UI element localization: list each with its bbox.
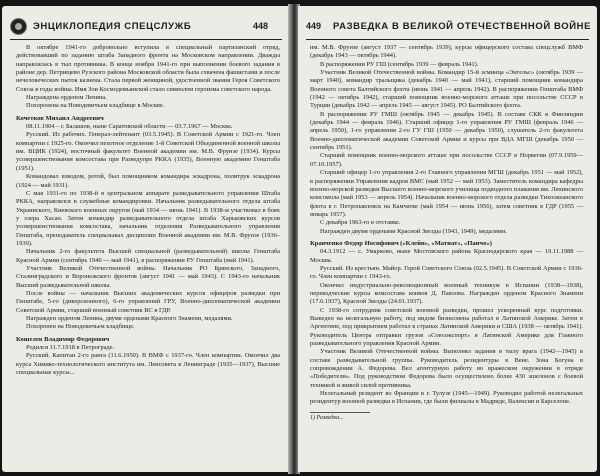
paragraph: Похоронен на Новодевичьем кладбище. (26, 323, 135, 331)
right-page-text (298, 44, 597, 407)
paragraph: С декабря 1963-го в отставке. (320, 219, 401, 227)
paragraph: В распоряжении РУ ГМШ (октябрь 1945 — декабрь 1945). В составе СКК в Финляндии (декабрь 1944 — февраль 1946). Старший офицер 1-го управления РУ ГМШ (февраль 1946 — апрель 1950), 1-го управления 2-го ГУ ГШ (1950 — декабрь 1950), слушатель 2-го факультета Военно-дипломатической академии Советской Армии и курсы при ВДА МГШ (декабрь 1950 — сентябрь 1951). (310, 110, 583, 152)
left-page-text (2, 44, 290, 377)
paragraph: Участник Великой Отечественной войны. Командир 15-й эсминца «Энгельс» (октябрь 1939 — март 1940), командир тральщика (декабрь 1940 — май 1941), старший помощник командира Военного совета Балтийского флота (июнь 1941 — апрель 1942). В распоряжении Генштаба ВМФ (1942 — октябрь 1942), старший помощник военно-морского атташе при посольстве СССР в Турции (декабрь 1942 — апрель 1945 — август 1945). РО Балтийского флота. (310, 69, 583, 110)
left-running-title: ЭНЦИКЛОПЕДИЯ СПЕЦСЛУЖБ (33, 20, 192, 32)
footnote: 1) Разведка... (310, 414, 344, 421)
paragraph: Похоронена на Новодевичьем кладбище в Москве. (26, 102, 165, 110)
paragraph: Участник Великой Отечественной войны. Начальник РО Брянского, Западного, Сталинградского и Воронежского фронтов (август 1941 — май 1943). С 1943-го начальник Высшей разведывательной школы. (16, 264, 280, 289)
emblem-icon (10, 18, 27, 35)
left-page (2, 6, 290, 472)
paragraph: С мая 1931-го по 1938-й в центральном аппарате разведывательного управления Штаба РККА, направлялся в служебные командировки. Начальник разведывательного отдела штаба Украинского, Киевского военных округов (май 1934 — июнь 1941). В 1938-м участвовал в боях у озера Хасан. Затем командир разведывательного отдела штаба Харьковских курсов усовершенствования комсостава, начальник отделения Разведывательного управления Генштаба, преподаватель специальных дисциплин Военной академии им. М.В. Фрунзе (1936–1939). (16, 189, 280, 247)
paragraph: Русский. Капитан 2-го ранга (11.6.1950). В ВМФ с 1937-го. Член компартии. Окончил два курса Химико-технологического института им. Ленсовета в Ленинграде (1935—1937), Высшие специальные курсы... (16, 352, 280, 377)
paragraph: Окончил индустриально-революционный военный техникум в Испании (1938—1938), переводческие курсы комсостава конвоя Д. Павлова. Награжден орденом Красного Знамени (17.6.1937), Красной Звезды (24.01.1937). (310, 281, 583, 306)
paragraph: В распоряжении РУ ГШ (сентябрь 1939 — февраль 1941). (320, 60, 479, 68)
left-page-number: 448 (252, 21, 268, 31)
entry-name: Кравченко Федор Иосифович («Клейн», «Матиат», «Панчо») (310, 239, 492, 247)
header-rule (10, 39, 282, 40)
right-page-number: 449 (306, 21, 322, 31)
entry-name: Кочетков Михаил Андреевич (16, 114, 104, 122)
paragraph: Награжден двумя орденами Красной Звезды (1943, 1949), медалями. (320, 227, 507, 235)
paragraph: С 1938-го сотрудник советской военной разведки, прошел ускоренный курс подготовки. Выведен на нелегальную работу, под видом бизнесмена работал в Латинской Америке. Затем в Аргентине, под прикрытием работал в странах Латинской Америки и США (1938 — октябрь 1941). Руководитель Центра отправки грузов «Союзэкспорт» в Латинской Америке для Главного разведывательного управления Красной Армии. (310, 306, 583, 348)
left-page-header (10, 16, 282, 36)
paragraph: им. М.В. Фрунзе (август 1937 — сентябрь 1939), курсы офицерского состава спецслужб ВМФ (декабрь 1943 — октябрь 1944). (310, 44, 583, 60)
paragraph: Начальник 2-го факультета Высшей специальной (разведывательной) школы Генштаба Красной Армии (сентябрь 1940 — май 1941), в распоряжении РУ Генштаба (май 1941). (16, 248, 280, 264)
paragraph: В октябре 1941-го добровольно вступила в специальный партизанский отряд, действовавший по заданию штаба Западного фронта на Московском направлении. Дважды направлялась в тыл противника. В конце ноября 1941-го при выполнении боевого задания в районе дер. Петрищево Рузского района Московской области была схвачена фашистами и после нечеловеческих пыток казнена. Стала первой женщиной, удостоенной звания Героя Советского Союза в годы войны. Имя Зои Космодемьянской стало символом героизма советского народа. (16, 44, 280, 93)
paragraph: Командовал взводом, ротой, был помощником командира эскадрона, политрук эскадрона (1924 — май 1931). (16, 173, 280, 189)
entry-name: Кошелев Владимир Федорович (16, 335, 110, 343)
right-page (298, 6, 597, 472)
right-page-header (306, 16, 592, 36)
paragraph: 04.3.1912 — с. Умарково, ныне Мостовского района Краснодарского края — 19.11.1988 — Москва. (310, 248, 583, 264)
header-rule (306, 39, 589, 40)
paragraph: Русский. Из крестьян. Майор. Герой Советского Союза (02.5.1945). В Советской Армии с 1936-го. Член компартии с 1943-го. (310, 264, 583, 281)
paragraph: 08.11.1904 – г. Балашов, ныне Саратовской области — 03.7.1967 — Москва. (26, 123, 233, 131)
paragraph: Родился 11.7.1918 в Петрограде. (26, 344, 115, 352)
right-running-title: РАЗВЕДКА В ВЕЛИКОЙ ОТЕЧЕСТВЕННОЙ ВОЙНЕ (333, 20, 592, 32)
paragraph: Награждена орденом Ленина. (26, 94, 107, 102)
paragraph: Нелегальный резидент во Франции в г. Тулузе (1945—1949). Руководил работой нелегальных резидентур военной разведки в Испании, где были филиалы в Мадриде, Валенсии и Барселоне. (310, 390, 583, 406)
paragraph: Награжден орденом Ленина, двумя орденами Красного Знамени, медалями. (26, 315, 233, 322)
footnote-rule (310, 412, 370, 413)
paragraph: Участник Великой Отечественной войны. Выполнял задания в тылу врага (1942—1945) в составе разведывательной группы. Руководитель резидентуры в Вене. Зона Богуна в сопровождении А. Федорова. Вел агентурную работу во вражеском окружении в отряде «Победители». Под руководством Федорова было осуществлено более 430 эшелонов с боевой техникой и живой силой противника. (310, 348, 583, 389)
paragraph: Старший офицер 1-го управления 2-го Главного управления МГШ (декабрь 1951 — май 1952), в распоряжении Управления кадров ВМС (май 1952 — май 1953). Заместитель командира кафедры военно-морской разведки Высшего военно-морского училища подводного плавания им. Ленинского комсомола (май 1953 — апрель 1954). Начальник военно-морского отдела разведки Тихоокеанского флота в г. Петропавловск на Камчатке (май 1954 — июнь 1956), затем советник в ГДР (1955 — январь 1957). (310, 169, 584, 218)
paragraph: Русский. Из рабочих. Генерал-лейтенант (03.5.1945). В Советской Армии с 1921-го. Член компартии с 1925-го. Окончил пехотное отделение 1-й Советской Объединенной военной школы им. ВЦИК (1924), восточный факультет Военной академии им. М.В. Фрунзе (1934). Курсы усовершенствования комсостава при Разведупре РККА (1935), Военную академию Генштаба (1951). (16, 131, 280, 172)
paragraph: После войны — начальник Высших академических курсов офицеров разведки при Генштабе, 5-го (диверсионного), 6-го управлений ГРУ, Военно-дипломатической академии Советской Армии, старший военный советник ВС в ГДР. (16, 289, 280, 314)
paragraph: Старший помощник военно-морского атташе при посольстве СССР в Норвегии (07.9.1959—07.10.1957). (310, 152, 583, 168)
